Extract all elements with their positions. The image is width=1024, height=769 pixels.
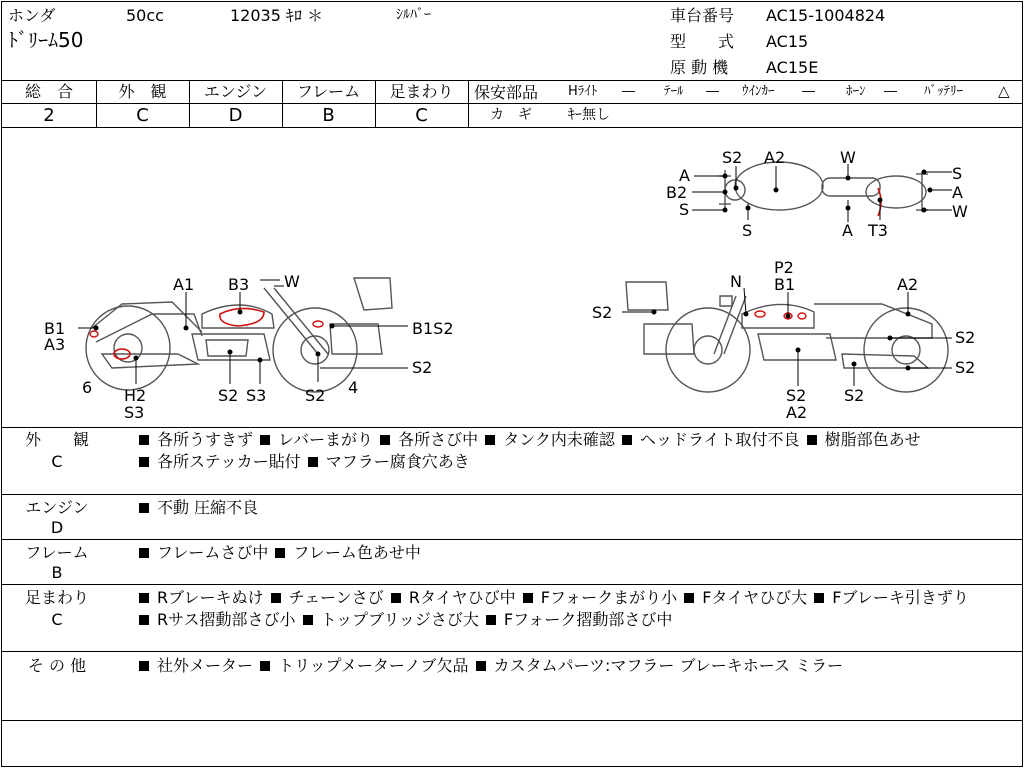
diagram-label: S3 xyxy=(124,403,145,422)
detail-engine-label: エンジン xyxy=(25,498,89,517)
diagram-label: A2 xyxy=(764,148,786,167)
diagram-label: A3 xyxy=(44,335,66,354)
detail-item: トリップメーターノブ欠品 xyxy=(258,656,468,675)
detail-frame-items xyxy=(137,542,1017,564)
diagram-label: S xyxy=(742,221,753,240)
key-label: カ ギ xyxy=(490,107,532,123)
detail-frame-grade: B xyxy=(51,563,63,582)
right-view-damage-mark xyxy=(798,313,806,319)
safety-horn-name: ﾎｰﾝ xyxy=(846,84,866,99)
detail-item: フレーム色あせ中 xyxy=(273,543,420,562)
color: ｼﾙﾊﾞｰ xyxy=(396,7,431,23)
inspection-sheet xyxy=(1,1,1023,767)
diagram-label: A xyxy=(952,183,963,202)
diagram-label: S2 xyxy=(955,358,976,377)
left-view-bike xyxy=(86,278,392,392)
leader-lines xyxy=(78,164,952,386)
safety-winker-name: ｳｲﾝｶｰ xyxy=(742,84,775,99)
diagram-label: B3 xyxy=(228,275,250,294)
diagram-label: S2 xyxy=(722,148,743,167)
divider xyxy=(468,103,1022,104)
right-view-bike xyxy=(626,282,948,392)
detail-chassis-items xyxy=(137,587,1017,631)
detail-item: Fフォークまがり小 xyxy=(521,588,677,607)
detail-item: マフラー腐食穴あき xyxy=(306,452,470,471)
divider xyxy=(2,494,1022,495)
detail-item: ヘッドライト取付不良 xyxy=(620,430,800,449)
diagram-label: W xyxy=(952,202,968,221)
detail-frame-label: フレーム xyxy=(25,543,89,562)
diagram-label: A1 xyxy=(173,275,195,294)
diagram-label: S2 xyxy=(955,328,976,347)
mileage: 12035 ｷﾛ ＊ xyxy=(230,6,324,25)
detail-chassis-grade: C xyxy=(51,610,63,629)
detail-item: 樹脂部色あせ xyxy=(805,430,921,449)
detail-item: タンク内未確認 xyxy=(483,430,615,449)
diagram-label: W xyxy=(284,272,300,291)
type-value: AC15 xyxy=(766,32,809,51)
detail-item: チェーンさび xyxy=(269,588,384,607)
divider xyxy=(2,584,1022,585)
score-chassis-value: C xyxy=(415,105,428,126)
diagram-label: B1 xyxy=(774,275,796,294)
engine-value: AC15E xyxy=(766,58,819,77)
safety-battery-value: △ xyxy=(998,82,1010,100)
diagram-label: S2 xyxy=(305,386,326,405)
detail-item: 社外メーター xyxy=(137,656,253,675)
diagram-label: N xyxy=(730,272,742,291)
detail-engine-grade: D xyxy=(50,518,64,537)
left-view-labels xyxy=(44,272,454,422)
detail-item: 不動 圧縮不良 xyxy=(137,498,258,517)
maker: ホンダ xyxy=(8,6,56,25)
divider xyxy=(2,80,1022,81)
score-frame-label: フレーム xyxy=(296,82,361,101)
divider xyxy=(2,427,1022,428)
diagram-label: A xyxy=(842,221,853,240)
detail-item: カスタムパーツ:マフラー ブレーキホース ミラー xyxy=(474,656,843,675)
diagram-label: B1 xyxy=(44,319,66,338)
diagram-label: S2 xyxy=(592,303,613,322)
diagram-label: H2 xyxy=(124,386,147,405)
diagram-label: S3 xyxy=(246,386,267,405)
detail-engine-items xyxy=(137,497,1017,519)
safety-horn-value: ― xyxy=(884,84,897,99)
diagram-label: W xyxy=(840,148,856,167)
safety-headlight-name: Hﾗｲﾄ xyxy=(568,84,598,99)
top-view-bike xyxy=(719,162,928,212)
diagram-label: B2 xyxy=(666,183,688,202)
safety-parts-label: 保安部品 xyxy=(474,83,539,102)
detail-item: トップブリッジさび大 xyxy=(301,610,479,629)
diagram-label: A2 xyxy=(786,403,808,422)
diagram-label: S2 xyxy=(412,358,433,377)
diagram-label: A2 xyxy=(897,275,919,294)
diagram-label: T3 xyxy=(868,221,888,240)
detail-other-label: そ の 他 xyxy=(27,656,87,675)
score-engine-value: D xyxy=(228,105,243,126)
detail-item: 各所さび中 xyxy=(378,430,478,449)
score-frame-value: B xyxy=(322,105,335,126)
frame-no-label: 車台番号 xyxy=(670,6,735,25)
detail-item: Fブレーキ引きずり xyxy=(812,588,969,607)
diagram-label: S2 xyxy=(844,386,865,405)
left-view-lever-damage xyxy=(313,321,323,327)
divider xyxy=(2,651,1022,652)
detail-item: Rサス摺動部さび小 xyxy=(137,610,295,629)
detail-item: 各所ステッカー貼付 xyxy=(137,452,301,471)
key-value: ｷｰ無し xyxy=(568,107,610,123)
safety-winker-value: ― xyxy=(802,84,815,99)
diagram-label: A xyxy=(679,166,690,185)
detail-item: Rブレーキぬけ xyxy=(137,588,263,607)
engine-label: 原 動 機 xyxy=(670,58,729,77)
safety-battery-name: ﾊﾞｯﾃﾘｰ xyxy=(924,84,963,99)
type-label: 型 式 xyxy=(670,32,735,51)
diagram-label: S2 xyxy=(786,386,807,405)
score-engine-label: エンジン xyxy=(203,82,268,101)
detail-item: Fフォーク摺動部さび中 xyxy=(484,610,672,629)
detail-item: レバーまがり xyxy=(258,430,373,449)
left-view-fender-damage xyxy=(90,331,98,337)
displacement: 50cc xyxy=(126,6,164,25)
detail-other-items xyxy=(137,655,1017,677)
detail-item: Rタイヤひび中 xyxy=(389,588,516,607)
diagram-label: S xyxy=(679,200,690,219)
divider xyxy=(2,103,468,104)
diagram-label: S xyxy=(952,164,963,183)
safety-tail-value: ― xyxy=(706,84,719,99)
diagram-label: 4 xyxy=(348,378,359,397)
score-exterior-value: C xyxy=(136,105,149,126)
detail-item: 各所うすきず xyxy=(137,430,253,449)
damage-diagram xyxy=(2,128,1023,428)
score-total-label: 総 合 xyxy=(24,82,73,101)
score-chassis-label: 足まわり xyxy=(389,82,454,101)
diagram-label: P2 xyxy=(774,258,794,277)
diagram-label: S2 xyxy=(218,386,239,405)
detail-chassis-label: 足まわり xyxy=(24,588,89,607)
score-exterior-label: 外 観 xyxy=(118,82,167,101)
divider xyxy=(468,80,469,127)
safety-headlight-value: ― xyxy=(622,84,635,99)
detail-item: Fタイヤひび大 xyxy=(682,588,807,607)
diagram-label: B1S2 xyxy=(412,319,454,338)
safety-tail-name: ﾃｰﾙ xyxy=(664,84,684,99)
frame-no: AC15-1004824 xyxy=(766,6,886,25)
detail-item: フレームさび中 xyxy=(137,543,268,562)
detail-exterior-label: 外 観 xyxy=(24,430,89,449)
detail-exterior-grade: C xyxy=(51,452,63,471)
divider xyxy=(2,539,1022,540)
detail-exterior-items xyxy=(137,429,1017,473)
right-view-damage-mark xyxy=(755,311,765,317)
model-name: ﾄﾞﾘｰﾑ50 xyxy=(8,28,84,52)
diagram-label: 6 xyxy=(82,378,93,397)
score-total-value: 2 xyxy=(43,105,55,126)
divider xyxy=(2,720,1022,721)
